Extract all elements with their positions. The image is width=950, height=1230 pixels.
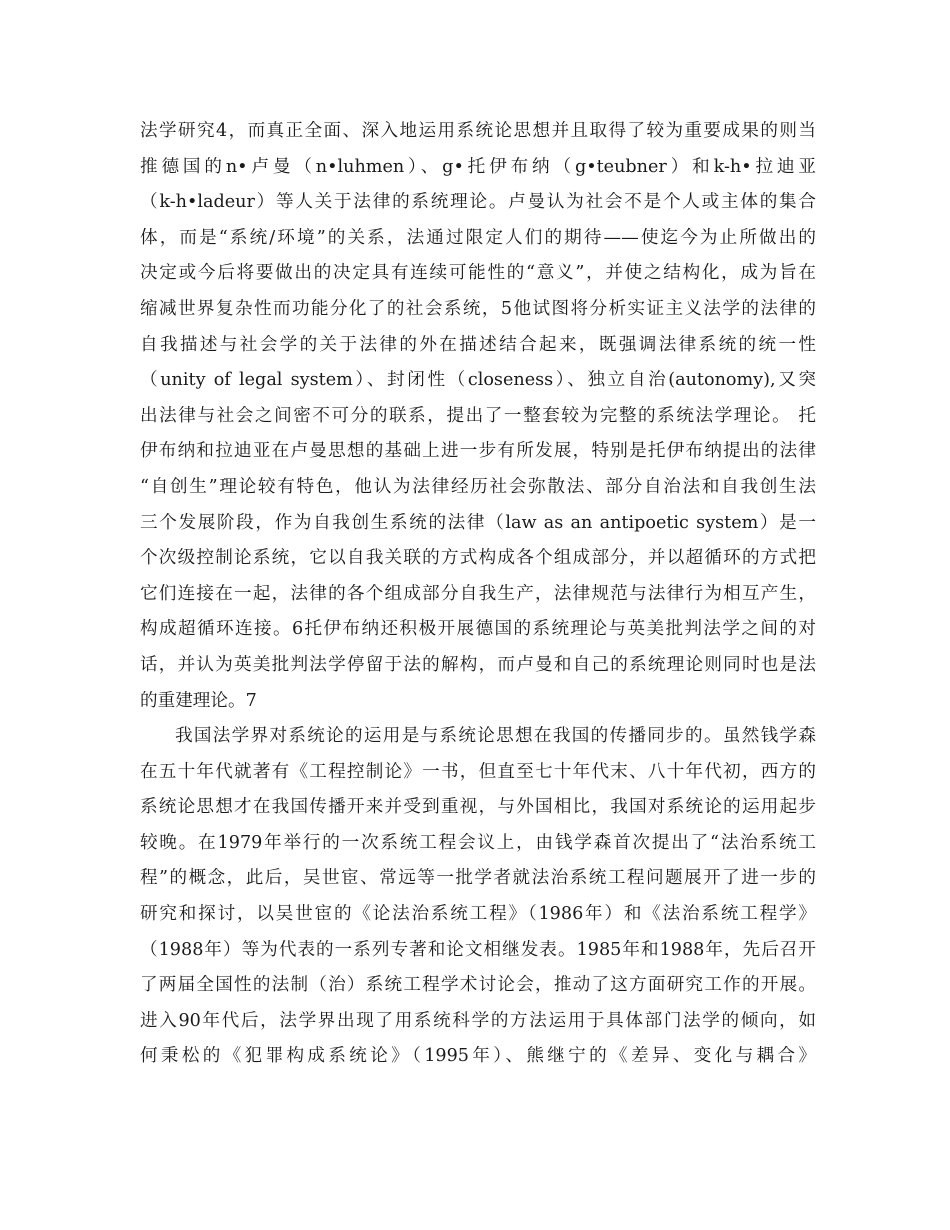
text-line: 三个发展阶段，作为自我创生系统的法律（law as an antipoetic system）是一 (140, 512, 816, 533)
text-line: 自我描述与社会学的关于法律的外在描述结合起来，既强调法律系统的统一性 (140, 334, 816, 355)
text-line: 何秉松的《犯罪构成系统论》（1995年）、熊继宁的《差异、变化与耦合》 (140, 1046, 816, 1067)
body-text (140, 114, 816, 1075)
text-line: 了两届全国性的法制（治）系统工程学术讨论会，推动了这方面研究工作的开展。 (140, 975, 816, 996)
text-line: 构成超循环连接。6托伊布纳还积极开展德国的系统理论与英美批判法学之间的对 (140, 619, 816, 640)
text-line: 我国法学界对系统论的运用是与系统论思想在我国的传播同步的。虽然钱学森 (175, 726, 816, 747)
text-line: （unity of legal system）、封闭性（closeness）、独立自治(autonomy),又突 (140, 370, 816, 391)
text-line: 推德国的n•卢曼（n•luhmen）、g•托伊布纳（g•teubner）和k-h•拉迪亚 (140, 156, 816, 177)
text-line: 法学研究4，而真正全面、深入地运用系统论思想并且取得了较为重要成果的则当 (140, 121, 816, 141)
text-line: “自创生”理论较有特色，他认为法律经历社会弥散法、部分自治法和自我创生法 (140, 476, 816, 497)
text-line: 较晚。在1979年举行的一次系统工程会议上，由钱学森首次提出了“法治系统工 (140, 832, 816, 853)
text-line: 它们连接在一起，法律的各个组成部分自我生产，法律规范与法律行为相互产生， (140, 583, 816, 604)
text-line: 在五十年代就著有《工程控制论》一书，但直至七十年代末、八十年代初，西方的 (140, 761, 816, 782)
text-line: （1988年）等为代表的一系列专著和论文相继发表。1985年和1988年，先后召开 (140, 939, 816, 960)
text-line: 决定或今后将要做出的决定具有连续可能性的“意义”，并使之结构化，成为旨在 (140, 263, 816, 284)
paragraph-2 (140, 719, 816, 1075)
text-line: 的重建理论。7 (140, 690, 257, 711)
text-line: 体，而是“系统/环境”的关系，法通过限定人们的期待——使迄今为止所做出的 (140, 227, 816, 248)
text-line: 进入90年代后，法学界出现了用系统科学的方法运用于具体部门法学的倾向，如 (140, 1010, 816, 1031)
text-line: 缩减世界复杂性而功能分化了的社会系统，5他试图将分析实证主义法学的法律的 (140, 298, 816, 319)
text-line: 出法律与社会之间密不可分的联系，提出了一整套较为完整的系统法学理论。 托 (140, 405, 816, 426)
text-line: 程”的概念，此后，吴世宦、常远等一批学者就法治系统工程问题展开了进一步的 (140, 868, 816, 889)
text-line: 个次级控制论系统，它以自我关联的方式构成各个组成部分，并以超循环的方式把 (140, 548, 816, 569)
text-line: 研究和探讨，以吴世宦的《论法治系统工程》（1986年）和《法治系统工程学》 (140, 904, 816, 925)
text-line: （k-h•ladeur）等人关于法律的系统理论。卢曼认为社会不是个人或主体的集合 (140, 192, 816, 213)
paragraph-1 (140, 114, 816, 719)
text-line: 话，并认为英美批判法学停留于法的解构，而卢曼和自己的系统理论则同时也是法 (140, 654, 816, 675)
text-line: 伊布纳和拉迪亚在卢曼思想的基础上进一步有所发展，特别是托伊布纳提出的法律 (140, 441, 816, 462)
text-line: 系统论思想才在我国传播开来并受到重视，与外国相比，我国对系统论的运用起步 (140, 797, 816, 818)
